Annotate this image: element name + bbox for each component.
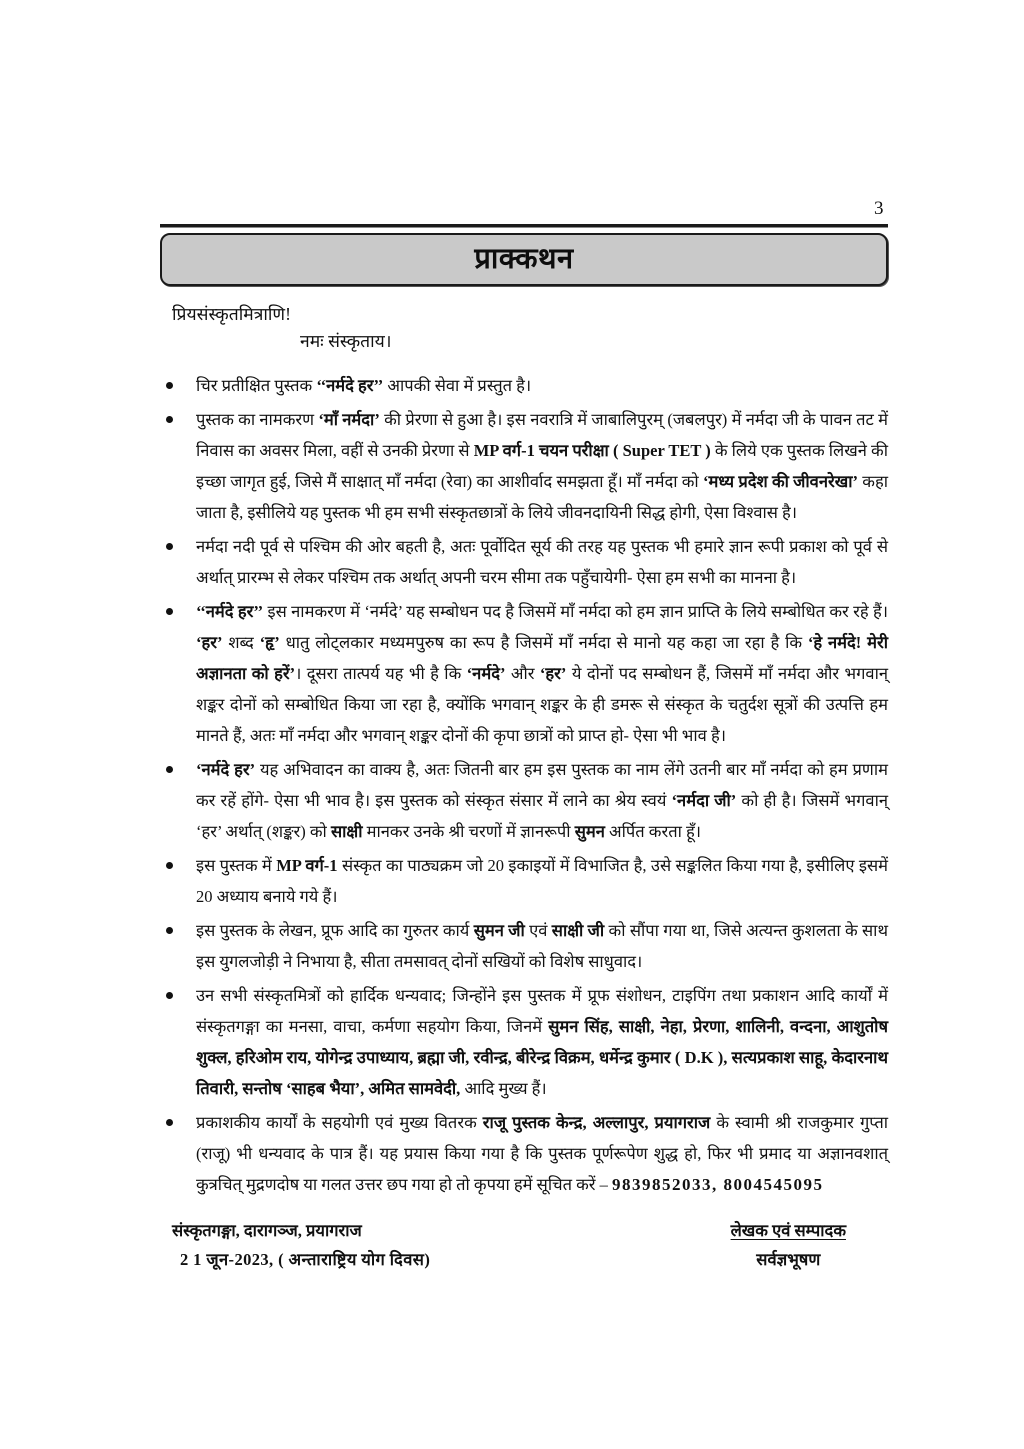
header-divider-rule bbox=[160, 224, 888, 228]
list-item bbox=[160, 1107, 888, 1200]
author-role-label: लेखक एवं सम्पादक bbox=[730, 1221, 846, 1240]
preface-bullet-list bbox=[160, 370, 888, 1200]
list-item-text: पुस्तक का नामकरण ‘माँ नर्मदा’ की प्रेरणा से हुआ है। इस नवरात्रि में जाबालिपुरम् (जबलपुर) में नर्मदा जी के पावन तट में निवास का अवसर मिला, वहीं से उनकी प्रेरणा से MP वर्ग-1 चयन परीक्षा ( Super TET ) के लिये एक पुस्तक लिखने की इच्छा जागृत हुई, जिसे मैं साक्षात् माँ नर्मदा (रेवा) का आशीर्वाद समझता हूँ। माँ नर्मदा को ‘मध्य प्रदेश की जीवनरेखा’ कहा जाता है, इसीलिये यह पुस्तक भी हम सभी संस्कृतछात्रों के लिये जीवनदायिनी सिद्ध होगी, ऐसा विश्वास है। bbox=[196, 410, 888, 522]
list-item bbox=[160, 850, 888, 912]
page-title-banner bbox=[160, 233, 888, 286]
page-number: 3 bbox=[874, 198, 884, 219]
list-item-text: चिर प्रतीक्षित पुस्तक ‘‘नर्मदे हर’’ आपकी सेवा में प्रस्तुत है। bbox=[196, 376, 532, 395]
date-line: 2 1 जून-2023, ( अन्ताराष्ट्रिय योग दिवस) bbox=[180, 1250, 431, 1269]
bullet-point-icon bbox=[166, 862, 173, 869]
salutation-greeting: प्रियसंस्कृतमित्राणि! bbox=[172, 304, 291, 324]
list-item bbox=[160, 404, 888, 528]
page-title: प्राक्कथन bbox=[474, 243, 574, 275]
signature-block bbox=[160, 1216, 888, 1274]
salutation-block bbox=[160, 302, 888, 354]
bullet-point-icon bbox=[166, 382, 173, 389]
list-item bbox=[160, 754, 888, 847]
bullet-point-icon bbox=[166, 1119, 173, 1126]
list-item bbox=[160, 980, 888, 1104]
bullet-point-icon bbox=[166, 608, 173, 615]
list-item-text: ‘‘नर्मदे हर’’ इस नामकरण में ‘नर्मदे’ यह सम्बोधन पद है जिसमें माँ नर्मदा को हम ज्ञान प्राप्ति के लिये सम्बोधित कर रहे हैं। ‘हर’ शब्द ‘हृ’ धातु लोट्लकार मध्यमपुरुष का रूप है जिसमें माँ नर्मदा से मानो यह कहा जा रहा है कि ‘हे नर्मदे! मेरी अज्ञानता को हरें’। दूसरा तात्पर्य यह भी है कि ‘नर्मदे’ और ‘हर’ ये दोनों पद सम्बोधन हैं, जिसमें माँ नर्मदा और भगवान् शङ्कर दोनों को सम्बोधित किया जा रहा है, क्योंकि भगवान् शङ्कर के ही डमरू से संस्कृत के चतुर्दश सूत्रों की उत्पत्ति हम मानते हैं, अतः माँ नर्मदा और भगवान् शङ्कर दोनों की कृपा छात्रों को प्राप्त हो- ऐसा भी भाव है। bbox=[196, 602, 889, 745]
bullet-point-icon bbox=[166, 416, 173, 423]
list-item bbox=[160, 915, 888, 977]
bullet-point-icon bbox=[166, 992, 173, 999]
list-item-text: ‘नर्मदे हर’ यह अभिवादन का वाक्य है, अतः जितनी बार हम इस पुस्तक का नाम लेंगे उतनी बार माँ नर्मदा को हम प्रणाम कर रहें होंगे- ऐसा भी भाव है। इस पुस्तक को संस्कृत संसार में लाने का श्रेय स्वयं ‘नर्मदा जी’ को ही है। जिसमें भगवान् ‘हर’ अर्थात् (शङ्कर) को साक्षी मानकर उनके श्री चरणों में ज्ञानरूपी सुमन अर्पित करता हूँ। bbox=[196, 760, 888, 841]
author-signature bbox=[731, 1216, 888, 1274]
list-item-text: इस पुस्तक के लेखन, प्रूफ आदि का गुरुतर कार्य सुमन जी एवं साक्षी जी को सौंपा गया था, जिसे अत्यन्त कुशलता के साथ इस युगलजोड़ी ने निभाया है, सीता तमसावत् दोनों सखियों को विशेष साधुवाद। bbox=[196, 921, 888, 971]
list-item bbox=[160, 370, 888, 401]
list-item-text: इस पुस्तक में MP वर्ग-1 संस्कृत का पाठ्यक्रम जो 20 इकाइयों में विभाजित है, उसे सङ्कलित किया गया है, इसीलिए इसमें 20 अध्याय बनाये गये हैं। bbox=[196, 856, 889, 906]
list-item bbox=[160, 531, 888, 593]
address-line: संस्कृतगङ्गा, दारागञ्ज, प्रयागराज bbox=[172, 1221, 362, 1240]
bullet-point-icon bbox=[166, 927, 173, 934]
page-content bbox=[160, 198, 888, 1274]
list-item bbox=[160, 596, 888, 751]
list-item-text: नर्मदा नदी पूर्व से पश्चिम की ओर बहती है, अतः पूर्वोदित सूर्य की तरह यह पुस्तक भी हमारे ज्ञान रूपी प्रकाश को पूर्व से अर्थात् प्रारम्भ से लेकर पश्चिम तक अर्थात् अपनी चरम सीमा तक पहुँचायेगी- ऐसा हम सभी का मानना है। bbox=[196, 537, 888, 587]
bullet-point-icon bbox=[166, 766, 173, 773]
salutation-invocation: नमः संस्कृताय। bbox=[300, 331, 392, 351]
list-item-text: उन सभी संस्कृतमित्रों को हार्दिक धन्यवाद; जिन्होंने इस पुस्तक में प्रूफ संशोधन, टाइपिंग तथा प्रकाशन आदि कार्यों में संस्कृतगङ्गा का मनसा, वाचा, कर्मणा सहयोग किया, जिनमें सुमन सिंह, साक्षी, नेहा, प्रेरणा, शालिनी, वन्दना, आशुतोष शुक्ल, हरिओम राय, योगेन्द्र उपाध्याय, ब्रह्मा जी, रवीन्द्र, बीरेन्द्र विक्रम, धर्मेन्द्र कुमार ( D.K ), सत्यप्रकाश साहू, केदारनाथ तिवारी, सन्तोष ‘साहब भैया’, अमित सामवेदी, आदि मुख्य हैं। bbox=[196, 986, 888, 1098]
bullet-point-icon bbox=[166, 543, 173, 550]
place-and-date bbox=[160, 1216, 430, 1274]
author-name: सर्वज्ञभूषण bbox=[756, 1250, 821, 1269]
list-item-text: प्रकाशकीय कार्यों के सहयोगी एवं मुख्य वितरक राजू पुस्तक केन्द्र, अल्लापुर, प्रयागराज के स्वामी श्री राजकुमार गुप्ता (राजू) भी धन्यवाद के पात्र हैं। यह प्रयास किया गया है कि पुस्तक पूर्णरूपेण शुद्ध हो, फिर भी प्रमाद या अज्ञानवशात् कुत्रचित् मुद्रणदोष या गलत उत्तर छप गया हो तो कृपया हमें सूचित करें – 9839852033, 8004545095 bbox=[196, 1113, 889, 1194]
